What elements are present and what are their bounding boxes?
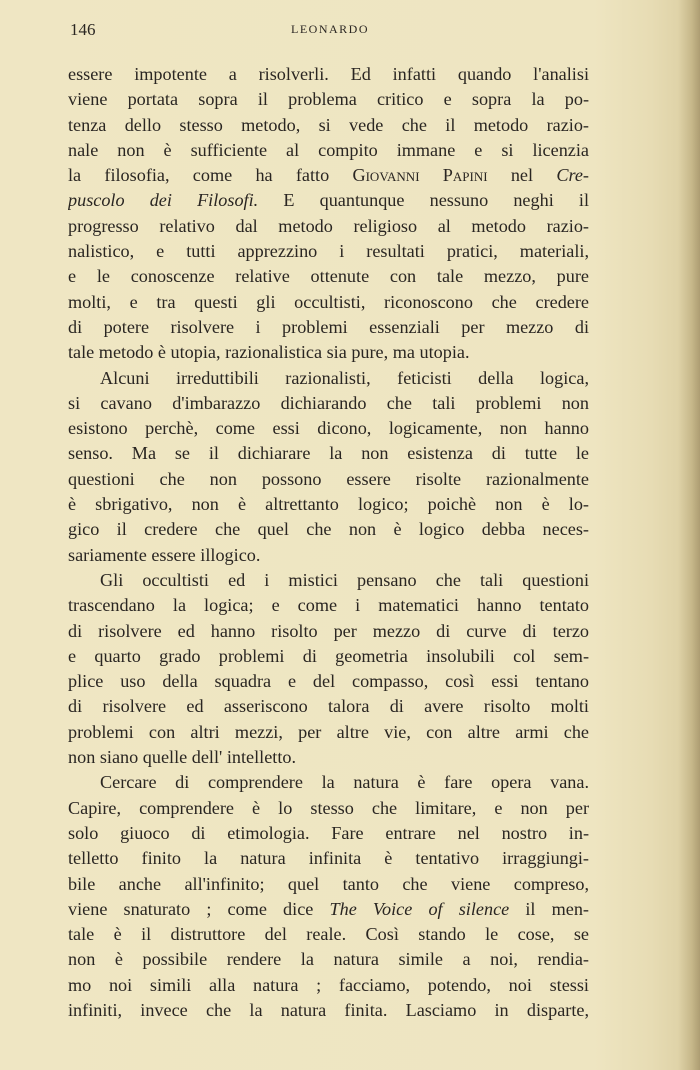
text-line <box>68 239 589 264</box>
text-line <box>68 315 589 340</box>
text-segment: la filosofia, come ha fatto <box>68 165 353 186</box>
text-segment: Cercare di comprendere la natura è fare opera vana. <box>100 772 589 793</box>
text-segment: di risolvere ed asseriscono talora di avere risolto molti <box>68 696 589 717</box>
text-line <box>68 669 589 694</box>
text-line <box>68 973 589 998</box>
text-segment: tale è il distruttore del reale. Così stando le cose, se <box>68 924 589 945</box>
text-line <box>68 340 589 365</box>
text-segment: nel <box>487 165 557 186</box>
text-line <box>68 416 589 441</box>
text-segment: viene snaturato ; come dice <box>68 898 330 919</box>
text-segment: mo noi simili alla natura ; facciamo, potendo, noi stessi <box>68 974 589 995</box>
text-segment: di risolvere ed hanno risolto per mezzo di curve di terzo <box>68 620 589 641</box>
text-segment: viene portata sopra il problema critico e sopra la po- <box>68 89 589 110</box>
text-line <box>68 821 589 846</box>
text-segment: è sbrigativo, non è altrettanto logico; poichè non è lo- <box>68 494 589 515</box>
text-line <box>68 517 589 542</box>
text-line <box>68 214 589 239</box>
text-segment: e quarto grado problemi di geometria insolubili col sem- <box>68 645 589 666</box>
text-segment: questioni che non possono essere risolte razionalmente <box>68 468 589 489</box>
text-segment: plice uso della squadra e del compasso, così essi tentano <box>68 671 589 692</box>
italic-text: The Voice of silence <box>329 898 510 919</box>
text-line <box>68 846 589 871</box>
text-segment: E quantunque nessuno neghi il <box>258 190 589 211</box>
italic-text: puscolo dei Filosofi. <box>68 190 259 211</box>
page-header <box>70 20 590 42</box>
text-line <box>68 138 589 163</box>
text-segment: di potere risolvere i problemi essenziali per mezzo di <box>68 316 589 337</box>
text-line <box>68 543 589 568</box>
text-line <box>68 568 589 593</box>
small-caps-text: Giovanni Papini <box>352 165 488 186</box>
text-line <box>68 593 589 618</box>
text-segment: Alcuni irreduttibili razionalisti, feticisti della logica, <box>100 367 589 388</box>
text-segment: telletto finito la natura infinita è tentativo irraggiungi- <box>68 848 589 869</box>
text-segment: solo giuoco di etimologia. Fare entrare nel nostro in- <box>68 822 589 843</box>
text-segment: infiniti, invece che la natura finita. Lasciamo in disparte, <box>68 999 589 1020</box>
text-line <box>68 720 589 745</box>
text-segment: sariamente essere illogico. <box>68 544 261 565</box>
text-line <box>68 264 589 289</box>
text-segment: si cavano d'imbarazzo dichiarando che tali problemi non <box>68 392 589 413</box>
text-line <box>68 290 589 315</box>
text-segment: non è possibile rendere la natura simile a noi, rendia- <box>68 949 589 970</box>
text-line <box>68 492 589 517</box>
italic-text: Cre- <box>556 165 589 186</box>
text-segment: trascendano la logica; e come i matematici hanno tentato <box>68 595 589 616</box>
text-segment: nale non è sufficiente al compito immane e si licenzia <box>68 139 589 160</box>
text-line <box>68 619 589 644</box>
text-segment: problemi con altri mezzi, per altre vie, con altre armi che <box>68 721 589 742</box>
text-segment: nalistico, e tutti apprezzino i resultati pratici, materiali, <box>68 241 589 262</box>
text-segment: esistono perchè, come essi dicono, logicamente, non hanno <box>68 418 589 439</box>
text-segment: non siano quelle dell' intelletto. <box>68 747 297 768</box>
text-line <box>68 770 589 795</box>
text-segment: gico il credere che quel che non è logico debba neces- <box>68 519 589 540</box>
text-segment: senso. Ma se il dichiarare la non esistenza di tutte le <box>68 443 589 464</box>
text-segment: e le conoscenze relative ottenute con tale mezzo, pure <box>68 266 589 287</box>
text-line <box>68 897 589 922</box>
text-line <box>68 694 589 719</box>
page-edge-shadow <box>678 0 700 1070</box>
text-line <box>68 113 589 138</box>
text-segment: bile anche all'infinito; quel tanto che viene compreso, <box>68 873 589 894</box>
text-line <box>68 796 589 821</box>
text-segment: tale metodo è utopia, razionalistica sia pure, ma utopia. <box>68 342 470 363</box>
text-line <box>68 87 589 112</box>
text-line <box>68 872 589 897</box>
running-title: LEONARDO <box>291 22 369 36</box>
text-segment: Gli occultisti ed i mistici pensano che tali questioni <box>100 569 589 590</box>
text-line <box>68 441 589 466</box>
text-line <box>68 745 589 770</box>
text-line <box>68 163 589 188</box>
body-text <box>68 62 589 1023</box>
text-segment: progresso relativo dal metodo religioso al metodo razio- <box>68 215 589 236</box>
text-segment: molti, e tra questi gli occultisti, riconoscono che credere <box>68 291 589 312</box>
text-segment: essere impotente a risolverli. Ed infatti quando l'analisi <box>68 64 589 84</box>
page-number: 146 <box>70 20 96 39</box>
text-segment: il men- <box>509 898 589 919</box>
text-line <box>68 947 589 972</box>
text-line <box>68 188 589 213</box>
text-line <box>68 644 589 669</box>
text-line <box>68 467 589 492</box>
text-line <box>68 366 589 391</box>
text-line <box>68 391 589 416</box>
text-line <box>68 62 589 87</box>
text-segment: Capire, comprendere è lo stesso che limitare, e non per <box>68 797 589 818</box>
text-line <box>68 998 589 1023</box>
text-segment: tenza dello stesso metodo, si vede che il metodo razio- <box>68 114 589 135</box>
text-line <box>68 922 589 947</box>
